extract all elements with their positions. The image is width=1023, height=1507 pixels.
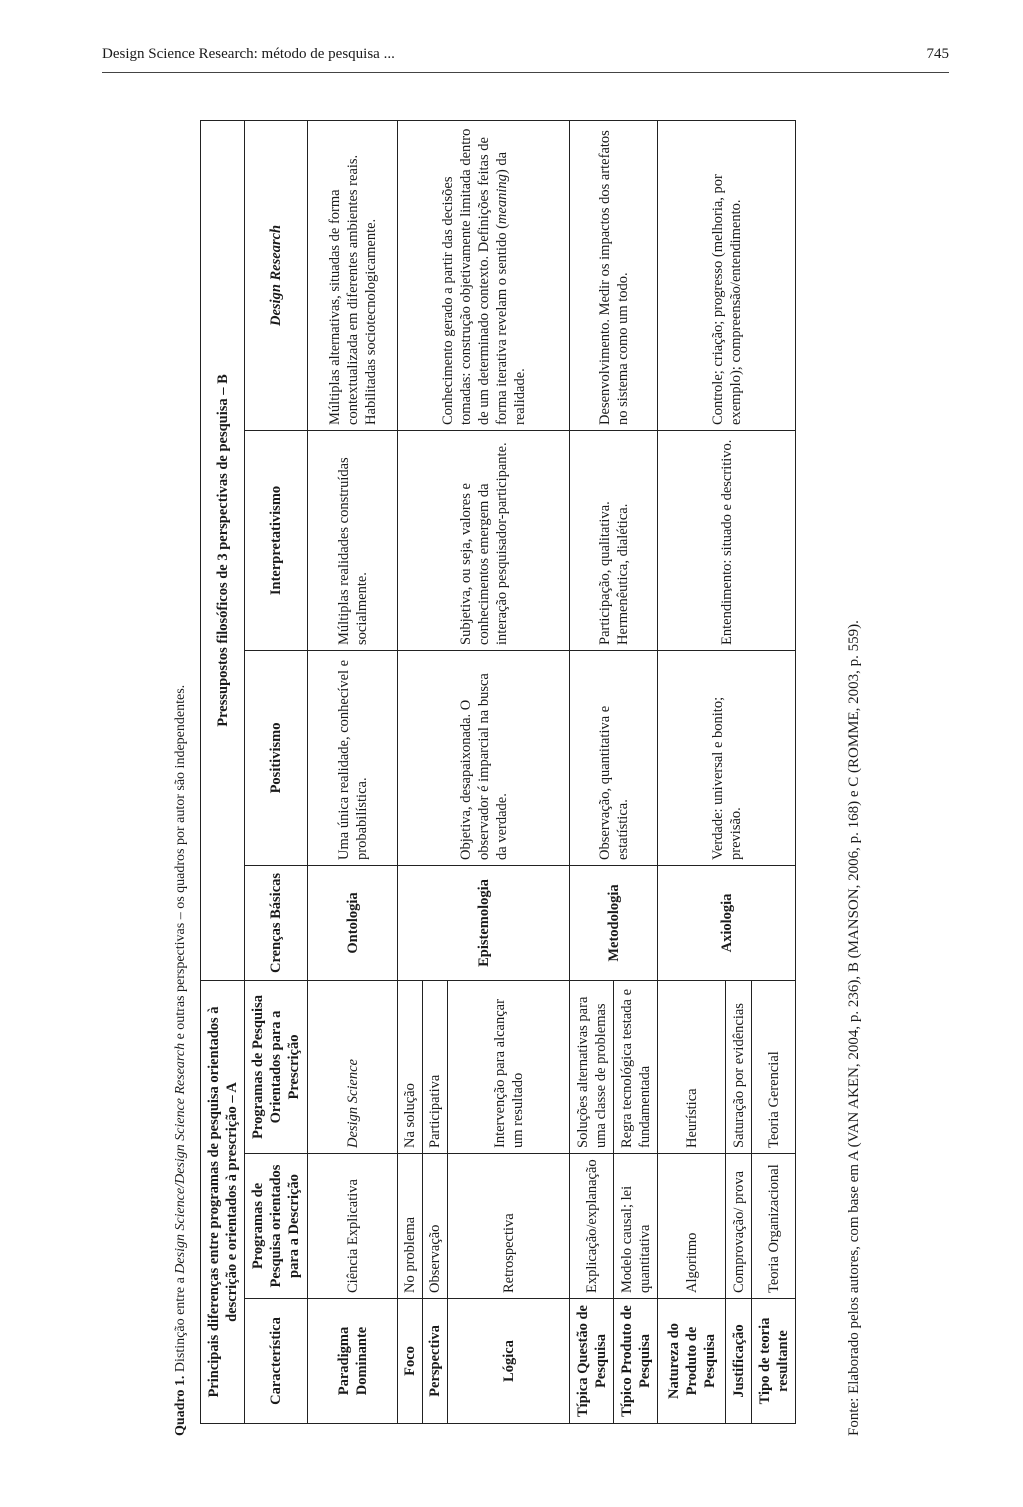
row-label-justificacao: Justificação xyxy=(726,1299,752,1424)
running-header xyxy=(102,44,949,68)
row-label-ontologia: Ontologia xyxy=(308,865,398,980)
table-group-header-row xyxy=(201,120,245,1423)
row-label-epistemologia: Epistemologia xyxy=(398,865,570,980)
comparison-table xyxy=(200,120,796,1424)
table-column-header-row xyxy=(245,120,308,1423)
cell-positivismo-metodologia: Observação, quantitativa e estatística. xyxy=(570,650,658,865)
cell-descricao-paradigma: Ciência Explicativa xyxy=(308,1154,398,1299)
cell-descricao-natureza: Algoritmo xyxy=(658,1154,726,1299)
col-header-prescricao: Programas de Pesquisa Orientados para a Prescrição xyxy=(245,980,308,1153)
col-header-interpretativismo: Interpretativismo xyxy=(245,430,308,650)
row-label-logica: Lógica xyxy=(448,1299,570,1424)
cell-prescricao-tipo-teoria: Teoria Gerencial xyxy=(752,980,796,1153)
cell-prescricao-natureza: Heurística xyxy=(658,980,726,1153)
row-label-perspectiva: Perspectiva xyxy=(423,1299,448,1424)
table-row xyxy=(658,120,726,1423)
cell-prescricao-produto: Regra tecnológica testada e fundamentada xyxy=(614,980,658,1153)
cell-descricao-produto: Modelo causal; lei quantitativa xyxy=(614,1154,658,1299)
cell-descricao-perspectiva: Observação xyxy=(423,1154,448,1299)
cell-design-research-axiologia: Controle; criação; progresso (melhoria, por exemplo); compreensão/entendimento. xyxy=(658,120,796,430)
cell-prescricao-paradigma: Design Science xyxy=(308,980,398,1153)
cell-interpretativismo-ontologia: Múltiplas realidades construídas socialmente. xyxy=(308,430,398,650)
cell-interpretativismo-metodologia: Participação, qualitativa. Hermenêutica, dialética. xyxy=(570,430,658,650)
col-header-descricao: Programas de Pesquisa orientados para a Descrição xyxy=(245,1154,308,1299)
rotated-quadro xyxy=(172,116,872,1436)
header-rule xyxy=(102,72,949,73)
cell-positivismo-axiologia: Verdade: universal e bonito; previsão. xyxy=(658,650,796,865)
cell-design-research-metodologia: Desenvolvimento. Medir os impactos dos artefatos no sistema como um todo. xyxy=(570,120,658,430)
row-label-natureza: Natureza do Produto de Pesquisa xyxy=(658,1299,726,1424)
cell-prescricao-justificacao: Saturação por evidências xyxy=(726,980,752,1153)
row-label-axiologia: Axiologia xyxy=(658,865,796,980)
cell-positivismo-epistemologia: Objetiva, desapaixonada. O observador é imparcial na busca da verdade. xyxy=(398,650,570,865)
cell-descricao-justificacao: Comprovação/ prova xyxy=(726,1154,752,1299)
group-a-header: Principais diferenças entre programas de pesquisa orientados à descrição e orientados à prescrição – A xyxy=(201,980,245,1423)
cell-descricao-foco: No problema xyxy=(398,1154,423,1299)
cell-prescricao-logica: Intervenção para alcançar um resultado xyxy=(448,980,570,1153)
row-label-produto: Típico Produto de Pesquisa xyxy=(614,1299,658,1424)
cell-interpretativismo-epistemologia: Subjetiva, ou seja, valores e conhecimentos emergem da interação pesquisador-participante. xyxy=(398,430,570,650)
cell-prescricao-questao: Soluções alternativas para uma classe de problemas xyxy=(570,980,614,1153)
cell-descricao-tipo-teoria: Teoria Organizacional xyxy=(752,1154,796,1299)
table-row xyxy=(398,120,423,1423)
table-source: Fonte: Elaborado pelos autores, com base em A (VAN AKEN, 2004, p. 236), B (MANSON, 2006, p. 168) e C (ROMME, 2003, p. 559). xyxy=(846,620,862,1436)
table-row xyxy=(570,120,614,1423)
col-header-crencas: Crenças Básicas xyxy=(245,865,308,980)
row-label-metodologia: Metodologia xyxy=(570,865,658,980)
col-header-positivismo: Positivismo xyxy=(245,650,308,865)
cell-positivismo-ontologia: Uma única realidade, conhecível e probabilística. xyxy=(308,650,398,865)
cell-design-research-epistemologia xyxy=(398,120,570,430)
group-b-header: Pressupostos filosóficos de 3 perspectivas de pesquisa – B xyxy=(201,120,245,980)
col-header-caracteristica: Característica xyxy=(245,1299,308,1424)
caption-italic: Design Science/Design Science Research xyxy=(173,1042,188,1274)
table-row xyxy=(308,120,398,1423)
table-caption xyxy=(172,136,190,1436)
cell-descricao-questao: Explicação/explanação xyxy=(570,1154,614,1299)
cell-prescricao-foco: Na solução xyxy=(398,980,423,1153)
caption-label: Quadro 1. xyxy=(173,1375,188,1436)
row-label-tipo-teoria: Tipo de teoria resultante xyxy=(752,1299,796,1424)
cell-interpretativismo-axiologia: Entendimento: situado e descritivo. xyxy=(658,430,796,650)
col-header-design-research: Design Research xyxy=(245,120,308,430)
row-label-paradigma: Paradigma Dominante xyxy=(308,1299,398,1424)
running-title: Design Science Research: método de pesquisa ... xyxy=(102,46,395,62)
table-wrap xyxy=(200,121,796,1424)
cell-prescricao-perspectiva: Participativa xyxy=(423,980,448,1153)
dr-epist-italic: meaning xyxy=(493,174,510,225)
row-label-foco: Foco xyxy=(398,1299,423,1424)
caption-text-1: Distinção entre a xyxy=(173,1273,188,1376)
row-label-questao: Típica Questão de Pesquisa xyxy=(570,1299,614,1424)
cell-descricao-logica: Retrospectiva xyxy=(448,1154,570,1299)
dr-epist-text-1: Conhecimento gerado a partir das decisões tomadas: construção objetivamente limitada dentro de um determinado contexto. Definições feitas de forma iterativa revelam o sentido ( xyxy=(439,128,510,425)
cell-design-research-ontologia: Múltiplas alternativas, situadas de forma contextualizada em diferentes ambientes reais. Habilitadas sociotecnologicamente. xyxy=(308,120,398,430)
dr-epist-text-2: ) da realidade. xyxy=(493,151,528,425)
caption-text-2: e outras perspectivas – os quadros por autor são independentes. xyxy=(173,684,188,1043)
page-number: 745 xyxy=(926,46,949,62)
